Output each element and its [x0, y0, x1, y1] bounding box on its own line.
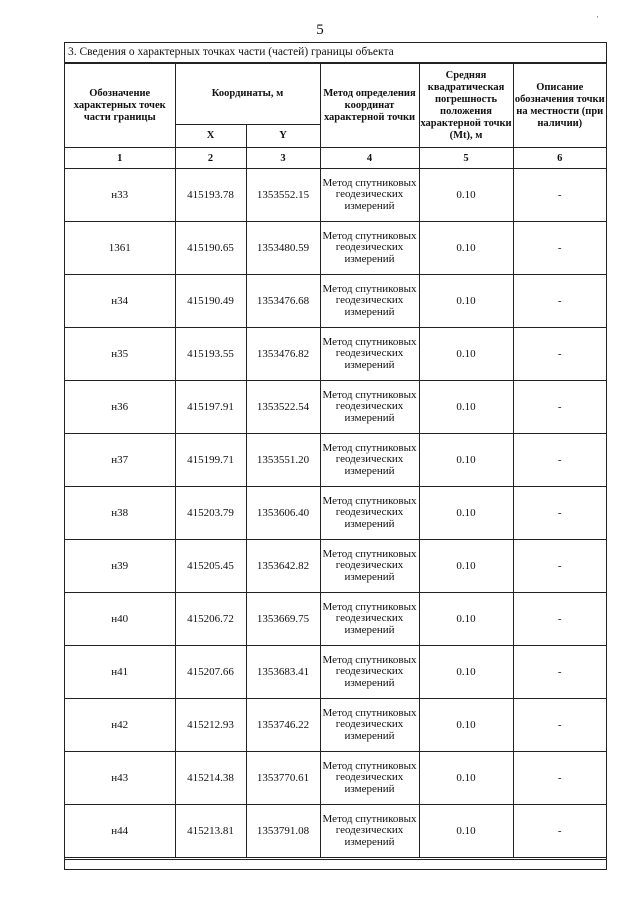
column-number: 2: [175, 148, 246, 169]
page-number: 5: [316, 22, 324, 38]
column-number: 4: [320, 148, 419, 169]
cell-point: н39: [65, 540, 175, 593]
table-row: [65, 169, 606, 222]
cell-description: -: [513, 805, 606, 858]
cell-y: 1353642.82: [246, 540, 320, 593]
cell-point: н38: [65, 487, 175, 540]
cell-method: Метод спутниковых геодезических измерений: [320, 328, 419, 381]
cell-y: 1353522.54: [246, 381, 320, 434]
cell-x: 415206.72: [175, 593, 246, 646]
cell-method: Метод спутниковых геодезических измерений: [320, 752, 419, 805]
cell-description: -: [513, 699, 606, 752]
cell-description: -: [513, 487, 606, 540]
cell-point: н44: [65, 805, 175, 858]
cell-description: -: [513, 752, 606, 805]
cell-y: 1353669.75: [246, 593, 320, 646]
table-footer-row: [65, 859, 606, 869]
cell-point: н41: [65, 646, 175, 699]
cell-method: Метод спутниковых геодезических измерений: [320, 381, 419, 434]
cell-error: 0.10: [419, 434, 513, 487]
cell-description: -: [513, 646, 606, 699]
cell-y: 1353746.22: [246, 699, 320, 752]
cell-x: 415190.49: [175, 275, 246, 328]
section-title: 3. Сведения о характерных точках части (частей) границы объекта: [65, 43, 606, 63]
cell-point: н43: [65, 752, 175, 805]
cell-error: 0.10: [419, 646, 513, 699]
cell-point: н40: [65, 593, 175, 646]
cell-description: -: [513, 540, 606, 593]
header-y: Y: [246, 125, 320, 148]
header-method: Метод определения координат характерной точки: [320, 64, 419, 148]
table-row: [65, 540, 606, 593]
header-x: X: [175, 125, 246, 148]
cell-description: -: [513, 169, 606, 222]
cell-y: 1353551.20: [246, 434, 320, 487]
cell-error: 0.10: [419, 752, 513, 805]
table-row: [65, 328, 606, 381]
cell-x: 415190.65: [175, 222, 246, 275]
cell-x: 415212.93: [175, 699, 246, 752]
cell-x: 415205.45: [175, 540, 246, 593]
cell-error: 0.10: [419, 275, 513, 328]
cell-error: 0.10: [419, 487, 513, 540]
cell-method: Метод спутниковых геодезических измерений: [320, 222, 419, 275]
cell-point: н36: [65, 381, 175, 434]
cell-description: -: [513, 222, 606, 275]
table-row: [65, 222, 606, 275]
cell-x: 415193.55: [175, 328, 246, 381]
table-row: [65, 275, 606, 328]
cell-description: -: [513, 434, 606, 487]
cell-x: 415213.81: [175, 805, 246, 858]
table-row: [65, 434, 606, 487]
cell-error: 0.10: [419, 540, 513, 593]
table-row: [65, 805, 606, 858]
table-row: [65, 487, 606, 540]
cell-point: н35: [65, 328, 175, 381]
cell-y: 1353606.40: [246, 487, 320, 540]
cell-y: 1353476.82: [246, 328, 320, 381]
cell-method: Метод спутниковых геодезических измерений: [320, 487, 419, 540]
header-description: Описание обозначения точки на местности (при наличии): [513, 64, 606, 148]
cell-point: н42: [65, 699, 175, 752]
cell-description: -: [513, 328, 606, 381]
scan-mark: ·: [596, 12, 599, 22]
cell-error: 0.10: [419, 381, 513, 434]
cell-method: Метод спутниковых геодезических измерений: [320, 646, 419, 699]
cell-method: Метод спутниковых геодезических измерений: [320, 434, 419, 487]
cell-error: 0.10: [419, 222, 513, 275]
cell-error: 0.10: [419, 169, 513, 222]
cell-y: 1353791.08: [246, 805, 320, 858]
cell-point: 1361: [65, 222, 175, 275]
table-row: [65, 646, 606, 699]
cell-y: 1353480.59: [246, 222, 320, 275]
cell-y: 1353476.68: [246, 275, 320, 328]
cell-point: н33: [65, 169, 175, 222]
header-point: Обозначение характерных точек части границы: [65, 64, 175, 148]
header-coordinates: Координаты, м: [175, 64, 320, 125]
cell-error: 0.10: [419, 593, 513, 646]
cell-method: Метод спутниковых геодезических измерений: [320, 169, 419, 222]
table-row: [65, 752, 606, 805]
cell-x: 415193.78: [175, 169, 246, 222]
column-number: 3: [246, 148, 320, 169]
cell-error: 0.10: [419, 328, 513, 381]
cell-method: Метод спутниковых геодезических измерений: [320, 593, 419, 646]
cell-x: 415214.38: [175, 752, 246, 805]
column-number: 6: [513, 148, 606, 169]
cell-description: -: [513, 593, 606, 646]
cell-x: 415203.79: [175, 487, 246, 540]
cell-method: Метод спутниковых геодезических измерений: [320, 540, 419, 593]
cell-y: 1353552.15: [246, 169, 320, 222]
header-error: Средняя квадратическая погрешность положения характерной точки (Mt), м: [419, 64, 513, 148]
cell-description: -: [513, 275, 606, 328]
table-body: [65, 169, 606, 858]
cell-description: -: [513, 381, 606, 434]
cell-y: 1353770.61: [246, 752, 320, 805]
column-number: 5: [419, 148, 513, 169]
cell-method: Метод спутниковых геодезических измерений: [320, 805, 419, 858]
characteristic-points-table: [65, 63, 606, 858]
table-row: [65, 381, 606, 434]
cell-x: 415197.91: [175, 381, 246, 434]
table-row: [65, 699, 606, 752]
cell-x: 415207.66: [175, 646, 246, 699]
cell-y: 1353683.41: [246, 646, 320, 699]
points-table-frame: [64, 42, 607, 870]
cell-error: 0.10: [419, 699, 513, 752]
cell-method: Метод спутниковых геодезических измерений: [320, 699, 419, 752]
cell-point: н37: [65, 434, 175, 487]
cell-error: 0.10: [419, 805, 513, 858]
cell-x: 415199.71: [175, 434, 246, 487]
table-row: [65, 593, 606, 646]
cell-point: н34: [65, 275, 175, 328]
cell-method: Метод спутниковых геодезических измерений: [320, 275, 419, 328]
column-number: 1: [65, 148, 175, 169]
